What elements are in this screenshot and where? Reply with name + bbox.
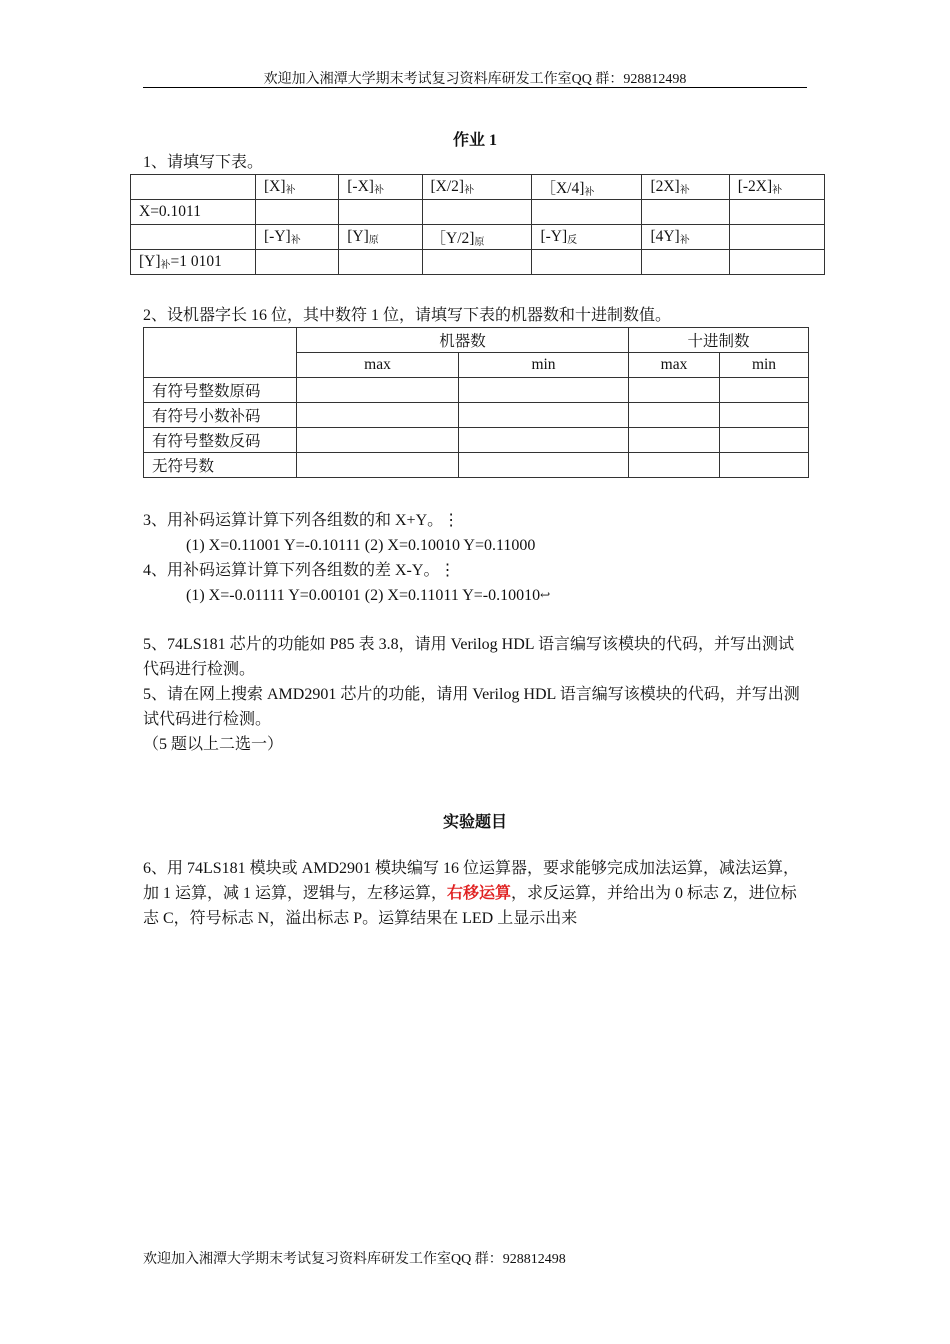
table-cell: [532, 200, 642, 225]
question-3: 3、用补码运算计算下列各组数的和 X+Y。⋮: [143, 512, 460, 529]
table-header-decimal: 十进制数: [629, 328, 809, 353]
table-cell: max: [629, 353, 720, 378]
table-row: [144, 378, 809, 403]
table-row: [131, 225, 825, 250]
table-cell: [629, 378, 720, 403]
table-cell: X=0.1011: [131, 200, 256, 225]
table-cell: [629, 403, 720, 428]
table-cell: [629, 428, 720, 453]
table-cell: $[2X]_补$: [642, 175, 729, 200]
table-cell: [422, 200, 532, 225]
table-cell: $[-2X]_补$: [729, 175, 824, 200]
table-cell: $[Y]_原$: [339, 225, 422, 250]
question-6-text-end: ，求反运算，并给出为 0 标志 Z，进位标志 C，符号标志 N，溢出标志 P。运算结果在 LED 上显示出来: [143, 885, 797, 927]
table-2: [143, 327, 809, 478]
table-cell: [297, 453, 459, 478]
table-1: [130, 174, 825, 275]
table-cell: [131, 225, 256, 250]
table-cell: [729, 200, 824, 225]
question-6-text: 6、用 74LS181 模块或 AMD2901 模块编写 16 位运算器，要求能够完成加法运算，减法运算，加 1 运算，减 1 运算，逻辑与，左移运算，: [143, 860, 800, 902]
highlight-right-shift: 右移运算: [447, 885, 512, 902]
table-cell: max: [297, 353, 459, 378]
table-cell: 有符号小数补码: [144, 403, 297, 428]
table-cell: [720, 403, 809, 428]
question-1: 1、请填写下表。: [143, 154, 264, 171]
question-2: 2、设机器字长 16 位，其中数符 1 位，请填写下表的机器数和十进制数值。: [143, 307, 672, 324]
table-cell: [297, 403, 459, 428]
question-6: [143, 856, 807, 931]
table-cell: 无符号数: [144, 453, 297, 478]
table-cell: [629, 453, 720, 478]
question-4-line: [186, 583, 550, 608]
table-cell: [339, 200, 422, 225]
table-cell: [720, 428, 809, 453]
table-cell: [422, 250, 532, 275]
table-cell: [144, 328, 297, 378]
table-cell: [459, 403, 629, 428]
table-cell: 有符号整数反码: [144, 428, 297, 453]
table-cell: [297, 428, 459, 453]
question-4-values: (1) X=-0.01111 Y=0.00101 (2) X=0.11011 Y=-0.10010: [186, 587, 541, 604]
table-cell: min: [459, 353, 629, 378]
table-row: [144, 453, 809, 478]
header-rule: [143, 87, 807, 88]
table-row: [144, 428, 809, 453]
table-row: [131, 200, 825, 225]
table-cell: [720, 453, 809, 478]
table-cell: $[Y/2]_原$: [422, 225, 532, 250]
table-cell: $[X/4]_补$: [532, 175, 642, 200]
question-5-note: （5 题以上二选一）: [143, 736, 284, 753]
table-row: [131, 175, 825, 200]
table-cell: $[X]_补$: [256, 175, 339, 200]
lab-title: 实验题目: [442, 814, 507, 831]
table-cell: $[-Y]_补$: [256, 225, 339, 250]
mouse-cursor-icon: ↩︎: [540, 588, 551, 602]
table-cell: min: [720, 353, 809, 378]
table-cell: [729, 225, 824, 250]
table-cell: [131, 175, 256, 200]
question-5b: 5、请在网上搜索 AMD2901 芯片的功能，请用 Verilog HDL 语言编写该模块的代码，并写出测试代码进行检测。: [143, 686, 800, 728]
table-cell: [459, 378, 629, 403]
table-cell: $[-Y]_反$: [532, 225, 642, 250]
table-cell: $[4Y]_补$: [642, 225, 729, 250]
table-cell: [642, 250, 729, 275]
table-cell: [459, 453, 629, 478]
question-4: 4、用补码运算计算下列各组数的差 X-Y。⋮: [143, 562, 456, 579]
table-row: [144, 403, 809, 428]
table-cell: [459, 428, 629, 453]
table-row: [131, 250, 825, 275]
table-cell: [297, 378, 459, 403]
table-cell: [720, 378, 809, 403]
table-header-machine: 机器数: [297, 328, 629, 353]
question-3-values: (1) X=0.11001 Y=-0.10111 (2) X=0.10010 Y=0.11000: [186, 537, 536, 554]
table-cell: $[Y]_补=1$ 0101: [131, 250, 256, 275]
table-row: [144, 328, 809, 353]
table-cell: [729, 250, 824, 275]
table-cell: $[X/2]_补$: [422, 175, 532, 200]
homework-title: 作业 1: [452, 132, 497, 149]
page-footer: 欢迎加入湘潭大学期末考试复习资料库研发工作室QQ 群：928812498: [143, 1252, 566, 1267]
table-cell: $[-X]_补$: [339, 175, 422, 200]
question-5a: 5、74LS181 芯片的功能如 P85 表 3.8，请用 Verilog HDL 语言编写该模块的代码，并写出测试代码进行检测。: [143, 636, 794, 678]
table-cell: [532, 250, 642, 275]
table-cell: [642, 200, 729, 225]
table-cell: [339, 250, 422, 275]
table-cell: [256, 250, 339, 275]
table-cell: [256, 200, 339, 225]
page-header: 欢迎加入湘潭大学期末考试复习资料库研发工作室QQ 群：928812498: [263, 72, 687, 87]
table-cell: 有符号整数原码: [144, 378, 297, 403]
